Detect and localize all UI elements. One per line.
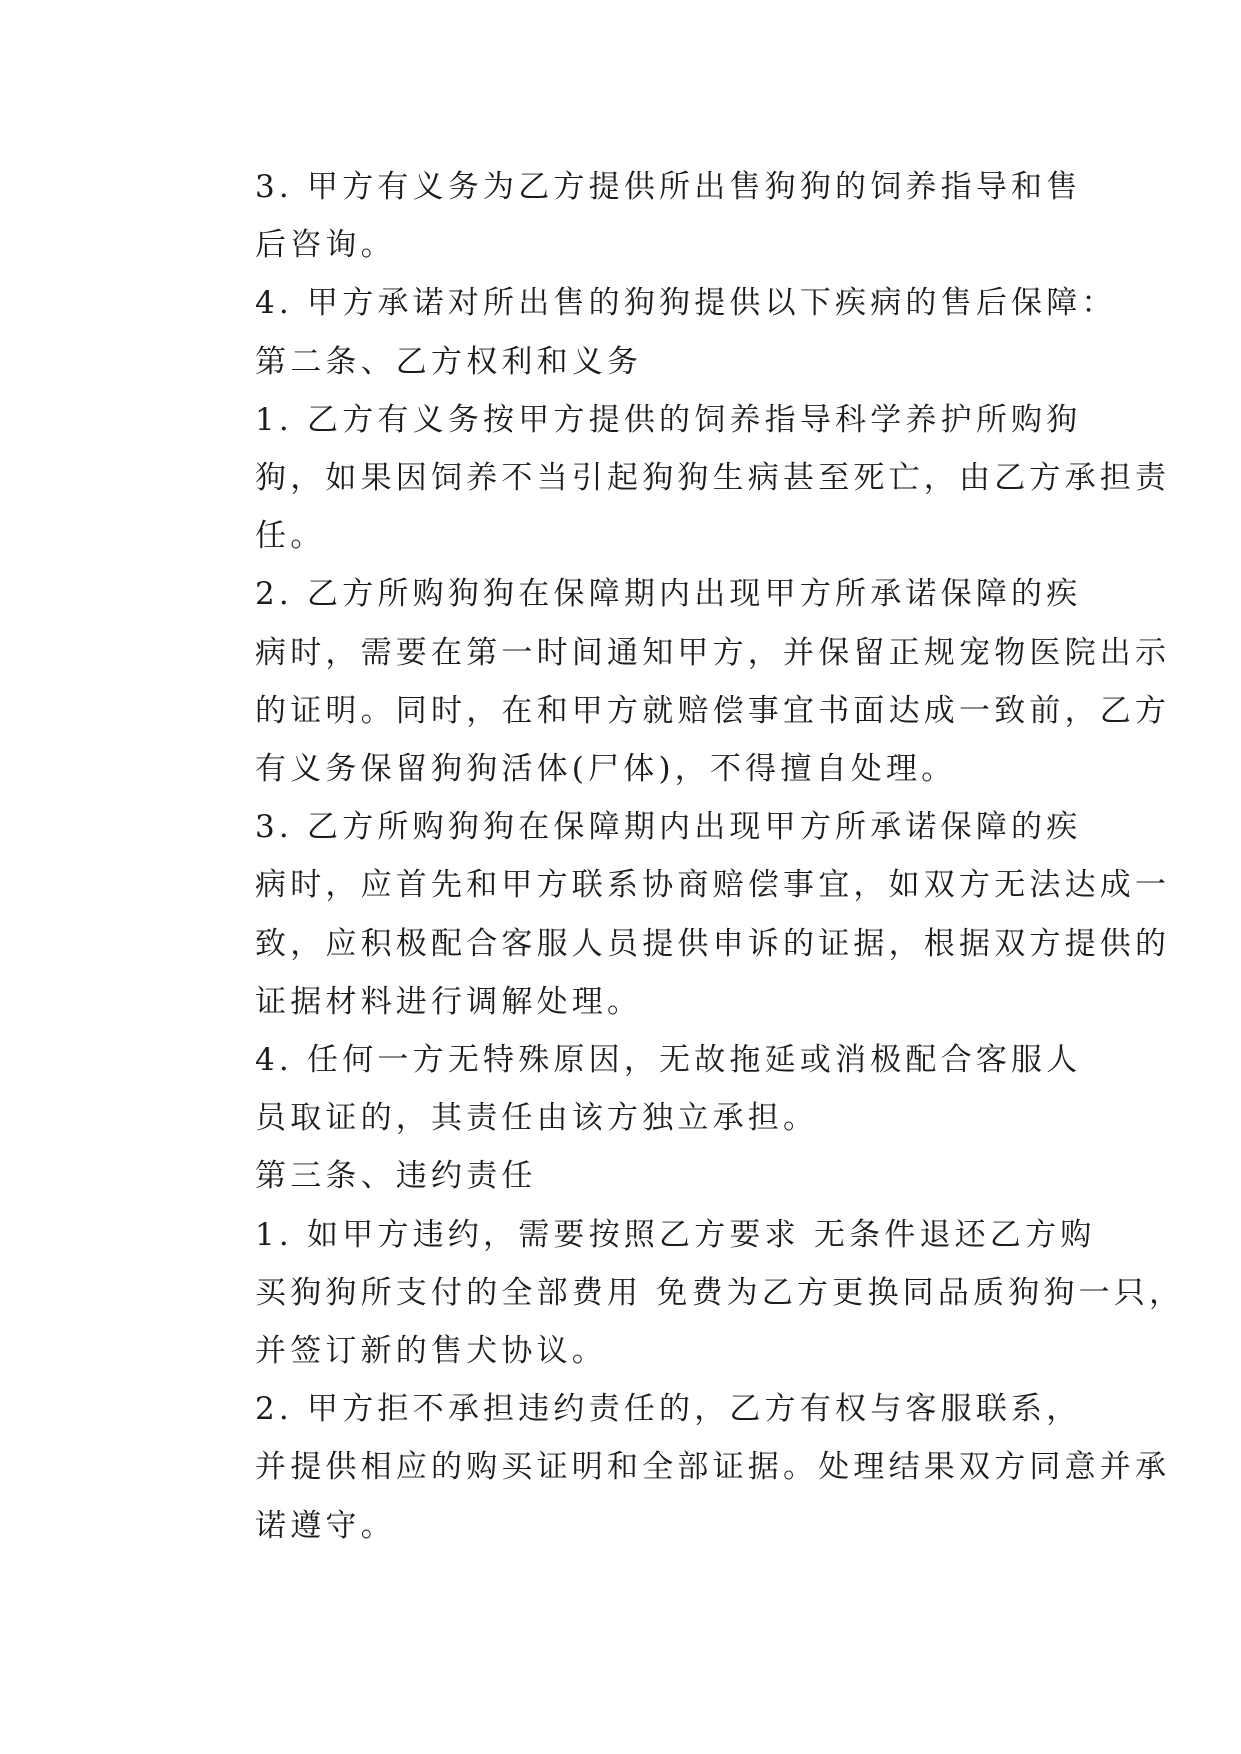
text-line: 2. 乙方所购狗狗在保障期内出现甲方所承诺保障的疾 (255, 576, 1082, 613)
text-line: 后咨询。 (255, 227, 396, 264)
clause-b1-paragraph (189, 391, 1171, 566)
text-line: 4. 甲方承诺对所出售的狗狗提供以下疾病的售后保障： (255, 285, 1117, 322)
text-line: 买狗狗所支付的全部费用 免费为乙方更换同品质狗狗一只， (255, 1274, 1185, 1311)
heading-text: 第二条、乙方权利和义务 (255, 343, 643, 380)
clause-b3-paragraph (189, 798, 1171, 1031)
text-line: 员取证的，其责任由该方独立承担。 (255, 1100, 819, 1137)
text-line: 并签订新的售犬协议。 (255, 1333, 607, 1370)
clause-b4-paragraph (189, 1031, 1082, 1147)
text-line: 有义务保留狗狗活体(尸体)，不得擅自处理。 (255, 751, 957, 788)
document-body (189, 158, 1185, 1555)
clause-b2-paragraph (189, 565, 1171, 798)
text-line: 的证明。同时，在和甲方就赔偿事宜书面达成一致前，乙方 (255, 692, 1171, 729)
text-line: 4. 任何一方无特殊原因，无故拖延或消极配合客服人 (255, 1042, 1082, 1079)
text-line: 1. 如甲方违约，需要按照乙方要求 无条件退还乙方购 (255, 1216, 1096, 1253)
text-line: 3. 甲方有义务为乙方提供所出售狗狗的饲养指导和售 (255, 169, 1082, 205)
text-line: 诺遵守。 (255, 1507, 396, 1544)
clause-c2-paragraph (189, 1380, 1171, 1555)
section-heading-article-2 (189, 333, 1055, 391)
clause-a4-paragraph (189, 274, 1117, 332)
text-line: 证据材料进行调解处理。 (255, 983, 643, 1020)
text-line: 狗，如果因饲养不当引起狗狗生病甚至死亡，由乙方承担责 (255, 460, 1171, 497)
text-line: 3. 乙方所购狗狗在保障期内出现甲方所承诺保障的疾 (255, 809, 1082, 846)
text-line: 任。 (255, 518, 326, 555)
clause-a3-paragraph (189, 158, 1082, 274)
text-line: 1. 乙方有义务按甲方提供的饲养指导科学养护所购狗 (255, 401, 1082, 438)
text-line: 病时，需要在第一时间通知甲方，并保留正规宠物医院出示 (255, 634, 1171, 671)
text-line: 2. 甲方拒不承担违约责任的，乙方有权与客服联系， (255, 1391, 1082, 1428)
text-line: 并提供相应的购买证明和全部证据。处理结果双方同意并承 (255, 1449, 1171, 1486)
text-line: 致，应积极配合客服人员提供申诉的证据，根据双方提供的 (255, 925, 1171, 962)
heading-text: 第三条、违约责任 (255, 1158, 537, 1195)
section-heading-article-3 (189, 1147, 1055, 1205)
clause-c1-paragraph (189, 1206, 1185, 1381)
text-line: 病时，应首先和甲方联系协商赔偿事宜，如双方无法达成一 (255, 867, 1171, 904)
